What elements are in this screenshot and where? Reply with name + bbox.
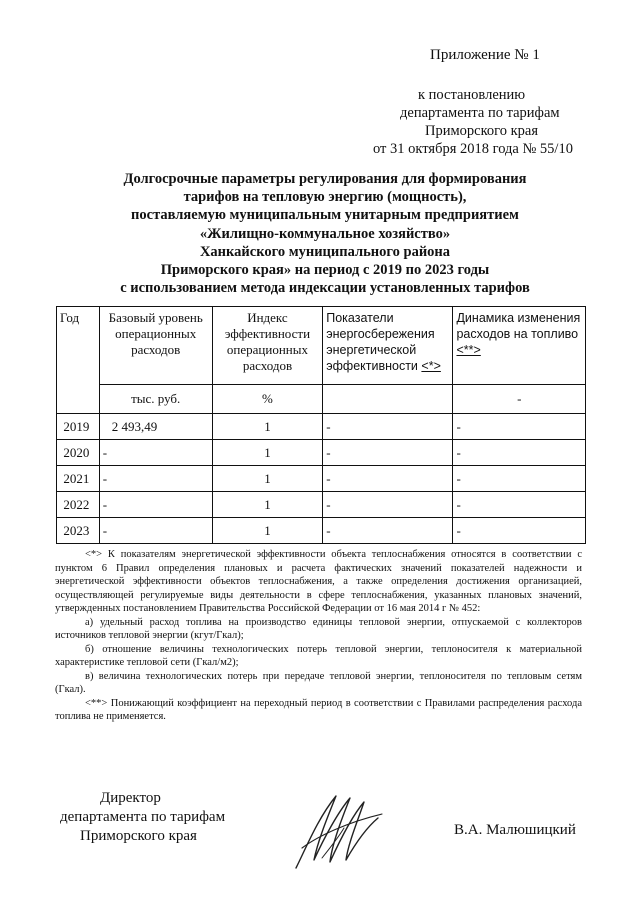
header-text: расходов	[131, 342, 181, 357]
table-row	[57, 466, 586, 492]
signatory-department: департамента по тарифам	[60, 809, 226, 825]
cell-efficiency: -	[323, 518, 453, 544]
cell-fuel: -	[453, 492, 586, 518]
title-line: с использованием метода индексации установленных тарифов	[120, 280, 530, 297]
signatory-region: Приморского края	[80, 828, 197, 844]
header-text: операционных	[115, 326, 197, 341]
table-row	[57, 440, 586, 466]
handwritten-signature	[288, 788, 388, 872]
unit-base: тыс. руб.	[99, 385, 212, 414]
cell-base: -	[99, 518, 212, 544]
cell-base: 2 493,49	[99, 414, 212, 440]
footnote-ref: <**>	[456, 343, 481, 357]
unit-fuel: -	[453, 385, 586, 414]
region-name: Приморского края	[425, 123, 539, 139]
cell-index: 1	[212, 492, 323, 518]
header-text: эффективности	[224, 326, 311, 341]
cell-year: 2021	[57, 466, 100, 492]
header-text: энергосбережения	[326, 327, 435, 341]
cell-index: 1	[212, 414, 323, 440]
header-text: расходов	[242, 358, 293, 373]
title-line: Приморского края» на период с 2019 по 2023 годы	[160, 262, 490, 279]
header-text: расходов на топливо	[456, 327, 579, 341]
signatory-name: В.А. Малюшицкий	[454, 822, 576, 838]
table-row	[57, 492, 586, 518]
cell-fuel: -	[453, 518, 586, 544]
footnote-fuel: <**> Понижающий коэффициент на переходный период в соответствии с Правилами распределения расхода топлива не применяется.	[55, 697, 582, 722]
header-text: эффективности	[326, 359, 418, 373]
footnote-item-b: б) отношение величины технологических потерь тепловой энергии, теплоносителя к материальной характеристике тепловой сети (Гкал/м2);	[55, 643, 582, 668]
signatory-title: Директор	[100, 790, 161, 806]
cell-base: -	[99, 466, 212, 492]
cell-efficiency: -	[323, 414, 453, 440]
document-title	[60, 170, 590, 297]
header-year	[57, 307, 100, 414]
title-line: Долгосрочные параметры регулирования для формирования	[123, 171, 527, 187]
footnote-item-a: а) удельный расход топлива на производство единицы тепловой энергии, отпускаемой с коллекторов источников тепловой энергии (кгут/Гкал);	[55, 616, 582, 641]
cell-index: 1	[212, 518, 323, 544]
cell-index: 1	[212, 440, 323, 466]
footnote-ref: <*>	[421, 359, 441, 373]
table-row	[57, 414, 586, 440]
footnotes	[55, 548, 582, 724]
title-line: тарифов на тепловую энергию (мощность),	[183, 189, 467, 206]
table-header-row	[57, 307, 586, 385]
header-base-level	[99, 307, 212, 385]
appendix-label: Приложение № 1	[430, 47, 540, 63]
cell-year: 2019	[57, 414, 100, 440]
cell-year: 2020	[57, 440, 100, 466]
department-name: департамента по тарифам	[400, 105, 560, 121]
unit-index: %	[212, 385, 323, 414]
table-row	[57, 518, 586, 544]
cell-efficiency: -	[323, 466, 453, 492]
cell-fuel: -	[453, 440, 586, 466]
header-text: Базовый уровень	[108, 310, 203, 325]
title-line: «Жилищно-коммунальное хозяйство»	[199, 225, 451, 242]
header-efficiency-index	[212, 307, 323, 385]
cell-fuel: -	[453, 414, 586, 440]
header-text: энергетической	[326, 343, 417, 357]
cell-fuel: -	[453, 466, 586, 492]
cell-index: 1	[212, 466, 323, 492]
title-line: Ханкайского муниципального района	[199, 243, 451, 260]
header-text-with-ref	[326, 358, 452, 374]
unit-efficiency	[323, 385, 453, 414]
header-text: Показатели	[326, 311, 394, 325]
cell-efficiency: -	[323, 440, 453, 466]
header-text: Индекс	[247, 310, 288, 325]
cell-base: -	[99, 492, 212, 518]
title-line: поставляемую муниципальным унитарным предприятием	[131, 207, 519, 224]
header-text: операционных	[226, 342, 308, 357]
cell-base: -	[99, 440, 212, 466]
cell-year: 2023	[57, 518, 100, 544]
footnote-efficiency: <*> К показателям энергетической эффективности объекта теплоснабжения относятся в соответствии с пунктом 6 Правил определения плановых и расчета фактических значений показателей надежности и энергетической эффективности объектов теплоснабжения, а также определения достижения организацией, осуществляющей регулируемые виды деятельности в сфере теплоснабжения, указанных плановых значений, утвержденных постановлением Правительства Российской Федерации от 16 мая 2014 г № 452:	[55, 549, 582, 614]
header-year-label: Год	[60, 310, 80, 325]
cell-efficiency: -	[323, 492, 453, 518]
footnote-item-c: в) величина технологических потерь при передаче тепловой энергии, теплоносителя по тепловым сетям (Гкал).	[55, 670, 582, 695]
header-text: Динамика изменения	[456, 311, 581, 325]
decree-reference: к постановлению	[418, 87, 526, 103]
cell-year: 2022	[57, 492, 100, 518]
decree-date-number: от 31 октября 2018 года № 55/10	[373, 141, 573, 157]
table-units-row	[57, 385, 586, 414]
parameters-table	[56, 306, 586, 544]
header-energy-efficiency	[323, 307, 453, 385]
header-fuel-dynamics	[453, 307, 586, 385]
